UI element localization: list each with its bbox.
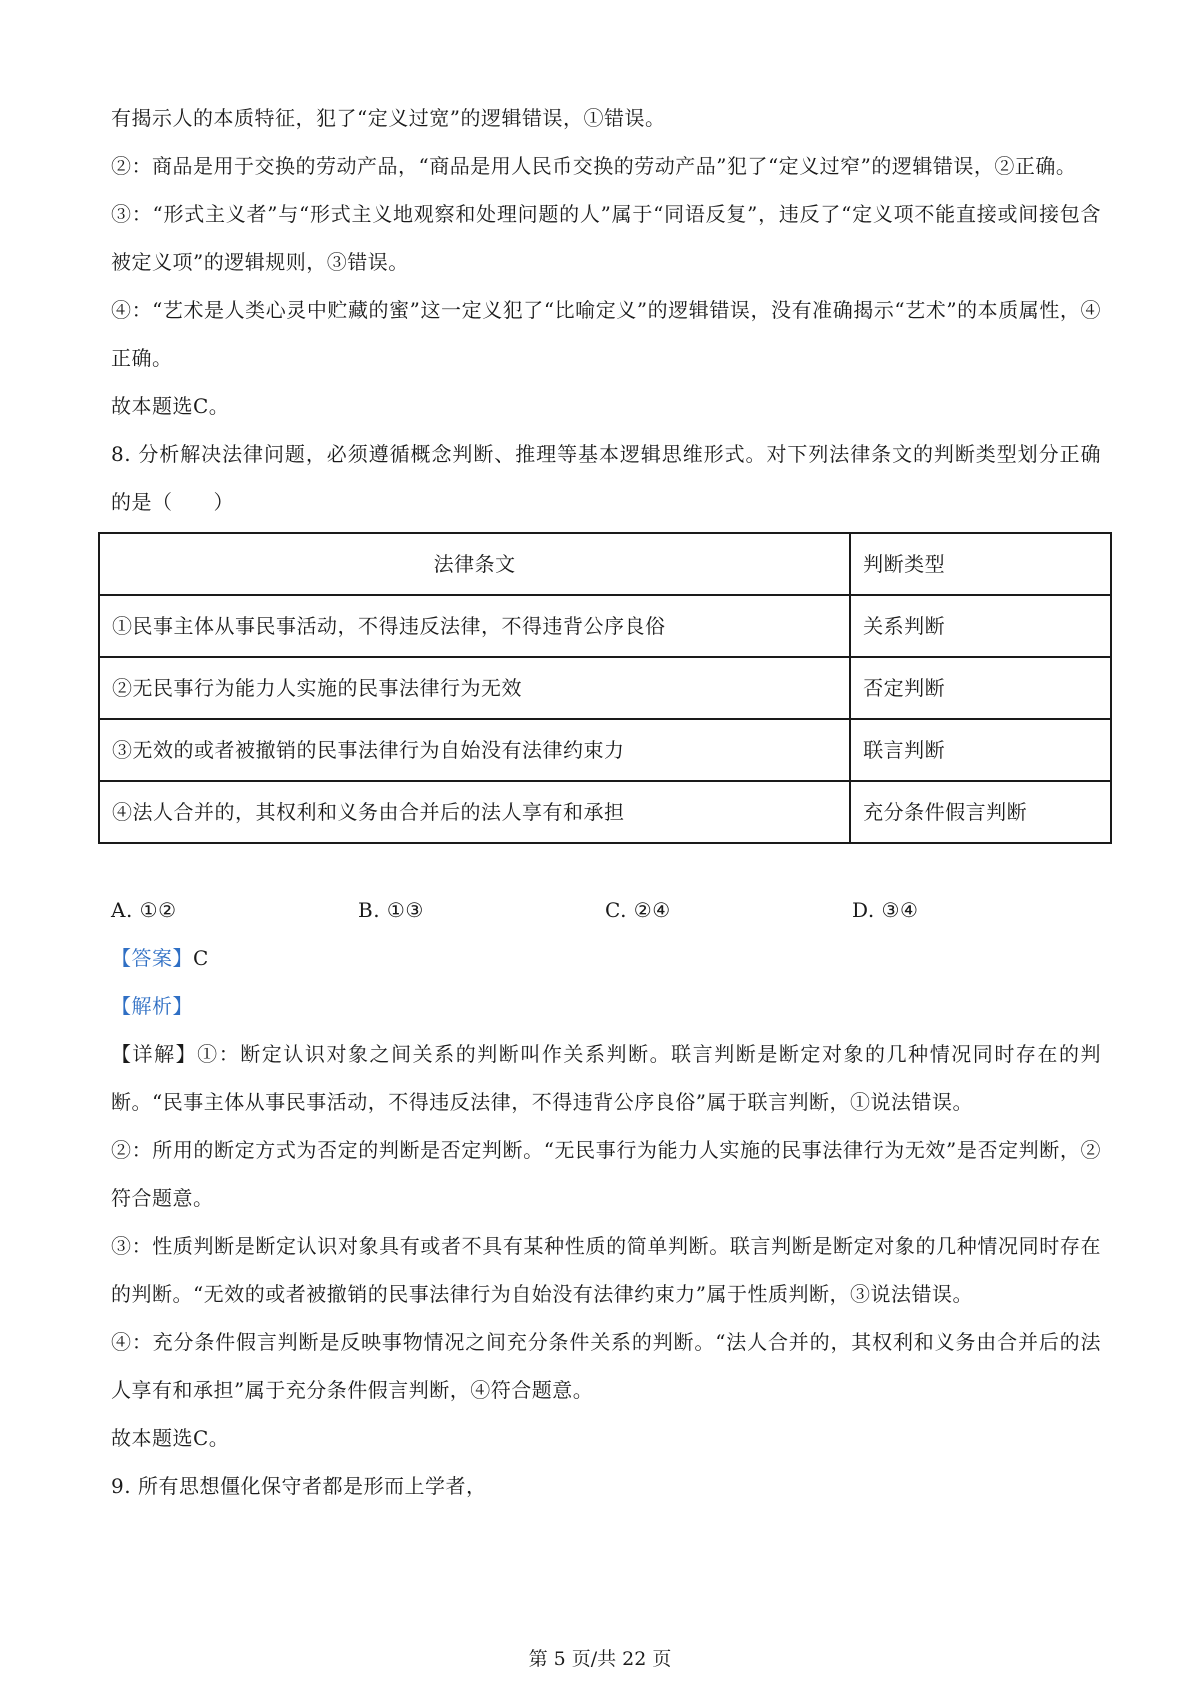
text-paragraph: ④：“艺术是人类心灵中贮藏的蜜”这一定义犯了“比喻定义”的逻辑错误，没有准确揭示“艺术”的本质属性，④正确。 [111, 298, 1101, 370]
question-9-stem: 9. 所有思想僵化保守者都是形而上学者， [111, 1474, 487, 1498]
text-paragraph: ④：充分条件假言判断是反映事物情况之间充分条件关系的判断。“法人合并的，其权利和义务由合并后的法人享有和承担”属于充分条件假言判断，④符合题意。 [111, 1330, 1101, 1402]
table-cell: 联言判断 [850, 719, 1111, 781]
table-cell: ③无效的或者被撤销的民事法律行为自始没有法律约束力 [99, 719, 850, 781]
table-cell: ①民事主体从事民事活动，不得违反法律，不得违背公序良俗 [99, 595, 850, 657]
table-cell: 否定判断 [850, 657, 1111, 719]
text-paragraph: ③：性质判断是断定认识对象具有或者不具有某种性质的简单判断。联言判断是断定对象的几种情况同时存在的判断。“无效的或者被撤销的民事法律行为自始没有法律约束力”属于性质判断，③说法错误。 [111, 1234, 1101, 1306]
option-a: A. ①② [111, 898, 177, 922]
option-c: C. ②④ [605, 898, 671, 922]
answer-options [111, 886, 1101, 934]
text-paragraph: ②：商品是用于交换的劳动产品，“商品是用人民币交换的劳动产品”犯了“定义过窄”的逻辑错误，②正确。 [111, 154, 1077, 178]
question-8-stem: 8. 分析解决法律问题，必须遵循概念判断、推理等基本逻辑思维形式。对下列法律条文的判断类型划分正确的是（ ） [111, 442, 1101, 514]
table-cell: 充分条件假言判断 [850, 781, 1111, 843]
option-b: B. ①③ [358, 898, 424, 922]
table-cell: ④法人合并的，其权利和义务由合并后的法人享有和承担 [99, 781, 850, 843]
table-row [99, 657, 1111, 719]
law-judgment-table [98, 532, 1112, 844]
text-paragraph: ③：“形式主义者”与“形式主义地观察和处理问题的人”属于“同语反复”，违反了“定义项不能直接或间接包含被定义项”的逻辑规则，③错误。 [111, 202, 1101, 274]
table-header-row [99, 533, 1111, 595]
page-footer: 第 5 页/共 22 页 [528, 1648, 672, 1670]
answer-label: 【答案】 [111, 946, 193, 970]
text-paragraph: ②：所用的断定方式为否定的判断是否定判断。“无民事行为能力人实施的民事法律行为无效”是否定判断，②符合题意。 [111, 1138, 1101, 1210]
text-paragraph: 故本题选C。 [111, 1426, 230, 1450]
table-cell: ②无民事行为能力人实施的民事法律行为无效 [99, 657, 850, 719]
table-row [99, 719, 1111, 781]
table-header-cell: 判断类型 [850, 533, 1111, 595]
table-row [99, 781, 1111, 843]
analysis-label: 【解析】 [111, 994, 193, 1018]
page-content [111, 94, 1101, 1510]
table-header-cell: 法律条文 [99, 533, 850, 595]
answer-line [111, 934, 1101, 982]
table-cell: 关系判断 [850, 595, 1111, 657]
text-paragraph: 故本题选C。 [111, 394, 230, 418]
table-row [99, 595, 1111, 657]
option-d: D. ③④ [852, 898, 919, 922]
text-paragraph: 有揭示人的本质特征，犯了“定义过宽”的逻辑错误，①错误。 [111, 106, 666, 130]
analysis-heading [111, 982, 1101, 1030]
answer-value: C [193, 946, 209, 970]
text-paragraph: 【详解】①：断定认识对象之间关系的判断叫作关系判断。联言判断是断定对象的几种情况同时存在的判断。“民事主体从事民事活动，不得违反法律，不得违背公序良俗”属于联言判断，①说法错误。 [111, 1042, 1101, 1114]
